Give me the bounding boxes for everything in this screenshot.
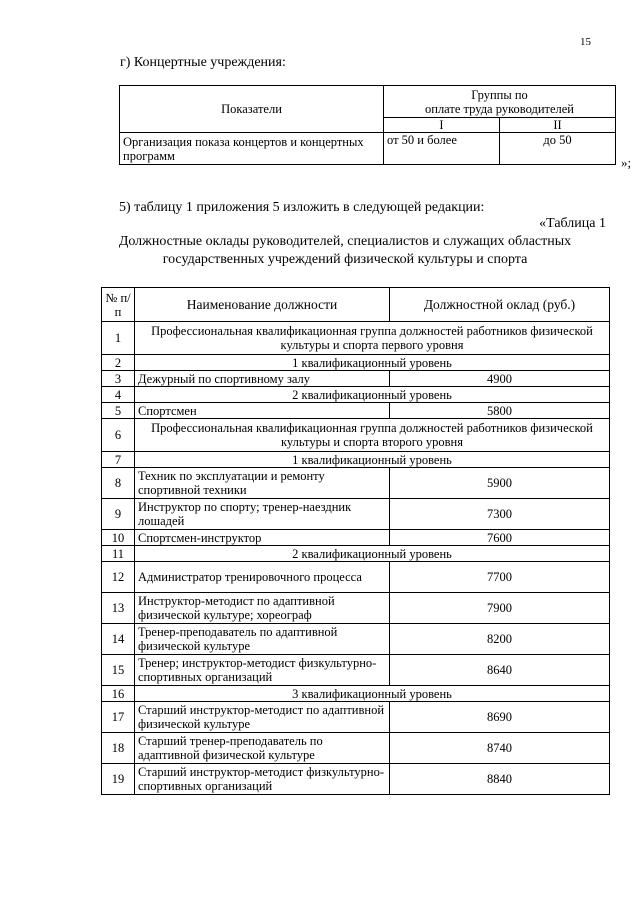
header-salary: Должностной оклад (руб.)	[390, 288, 610, 322]
salary-cell: 5800	[390, 403, 610, 419]
table-row	[102, 764, 610, 795]
table-row	[102, 452, 610, 468]
table-row	[102, 562, 610, 593]
row-number: 3	[102, 371, 135, 387]
group-heading-cell: 2 квалификационный уровень	[135, 387, 610, 403]
row-number: 11	[102, 546, 135, 562]
header-groups	[384, 86, 616, 118]
row-number: 18	[102, 733, 135, 764]
header-indicators: Показатели	[120, 86, 384, 133]
row-number: 7	[102, 452, 135, 468]
table-row	[102, 733, 610, 764]
salary-cell: 5900	[390, 468, 610, 499]
group-2-header: II	[500, 118, 616, 133]
row-group-2-value: до 50	[500, 133, 616, 165]
salary-cell: 8640	[390, 655, 610, 686]
table-row	[102, 371, 610, 387]
concert-institutions-table	[119, 85, 616, 165]
table-row	[102, 468, 610, 499]
row-number: 5	[102, 403, 135, 419]
group-heading-cell: 3 квалификационный уровень	[135, 686, 610, 702]
table-row	[102, 387, 610, 403]
group-1-header: I	[384, 118, 500, 133]
table-row	[102, 686, 610, 702]
salary-cell: 8840	[390, 764, 610, 795]
row-number: 12	[102, 562, 135, 593]
table-row	[102, 322, 610, 355]
row-number: 9	[102, 499, 135, 530]
row-number: 4	[102, 387, 135, 403]
table-row	[102, 624, 610, 655]
row-number: 13	[102, 593, 135, 624]
position-name-cell: Старший тренер-преподаватель по адаптивной физической культуре	[135, 733, 390, 764]
table-row	[102, 530, 610, 546]
table-reference: «Таблица 1	[539, 216, 606, 231]
salary-cell: 7900	[390, 593, 610, 624]
position-name-cell: Старший инструктор-методист по адаптивной физической культуре	[135, 702, 390, 733]
position-name-cell: Инструктор-методист по адаптивной физической культуре; хореограф	[135, 593, 390, 624]
position-name-cell: Инструктор по спорту; тренер-наездник лошадей	[135, 499, 390, 530]
salary-cell: 7600	[390, 530, 610, 546]
group-heading-cell: Профессиональная квалификационная группа должностей работников физической культуры и спорта второго уровня	[135, 419, 610, 452]
group-heading-cell: 1 квалификационный уровень	[135, 452, 610, 468]
table-row	[102, 546, 610, 562]
table-row	[102, 702, 610, 733]
page-number: 15	[580, 36, 591, 48]
row-number: 8	[102, 468, 135, 499]
table-caption: Должностные оклады руководителей, специалистов и служащих областных государственных учреждений физической культуры и спорта	[118, 234, 572, 267]
position-name-cell: Администратор тренировочного процесса	[135, 562, 390, 593]
position-name-cell: Старший инструктор-методист физкультурно-спортивных организаций	[135, 764, 390, 795]
position-name-cell: Спортсмен	[135, 403, 390, 419]
position-name-cell: Техник по эксплуатации и ремонту спортивной техники	[135, 468, 390, 499]
header-groups-line2: оплате труда руководителей	[425, 101, 574, 116]
salary-cell: 8740	[390, 733, 610, 764]
position-name-cell: Дежурный по спортивному залу	[135, 371, 390, 387]
group-heading-cell: 1 квалификационный уровень	[135, 355, 610, 371]
table-row	[102, 419, 610, 452]
row-number: 17	[102, 702, 135, 733]
salary-cell: 7700	[390, 562, 610, 593]
header-number: № п/п	[102, 288, 135, 322]
group-heading-cell: Профессиональная квалификационная группа должностей работников физической культуры и спорта первого уровня	[135, 322, 610, 355]
group-heading-cell: 2 квалификационный уровень	[135, 546, 610, 562]
salary-table	[101, 287, 610, 795]
table-row	[102, 499, 610, 530]
position-name-cell: Спортсмен-инструктор	[135, 530, 390, 546]
position-name-cell: Тренер-преподаватель по адаптивной физической культуре	[135, 624, 390, 655]
table-row	[102, 403, 610, 419]
amendment-paragraph: 5) таблицу 1 приложения 5 изложить в следующей редакции:	[119, 200, 485, 215]
row-group-1-value: от 50 и более	[384, 133, 500, 165]
position-name-cell: Тренер; инструктор-методист физкультурно-спортивных организаций	[135, 655, 390, 686]
header-groups-line1: Группы по	[471, 87, 528, 102]
salary-cell: 8200	[390, 624, 610, 655]
row-number: 1	[102, 322, 135, 355]
row-number: 6	[102, 419, 135, 452]
row-number: 16	[102, 686, 135, 702]
row-number: 14	[102, 624, 135, 655]
row-number: 10	[102, 530, 135, 546]
closing-quote: »;	[621, 155, 632, 170]
row-number: 2	[102, 355, 135, 371]
table-row	[102, 593, 610, 624]
row-number: 15	[102, 655, 135, 686]
header-position-name: Наименование должности	[135, 288, 390, 322]
row-label: Организация показа концертов и концертных программ	[120, 133, 384, 165]
salary-cell: 4900	[390, 371, 610, 387]
subsection-title: г) Концертные учреждения:	[120, 55, 286, 70]
salary-cell: 7300	[390, 499, 610, 530]
table-row	[102, 655, 610, 686]
salary-cell: 8690	[390, 702, 610, 733]
row-number: 19	[102, 764, 135, 795]
table-row	[102, 355, 610, 371]
